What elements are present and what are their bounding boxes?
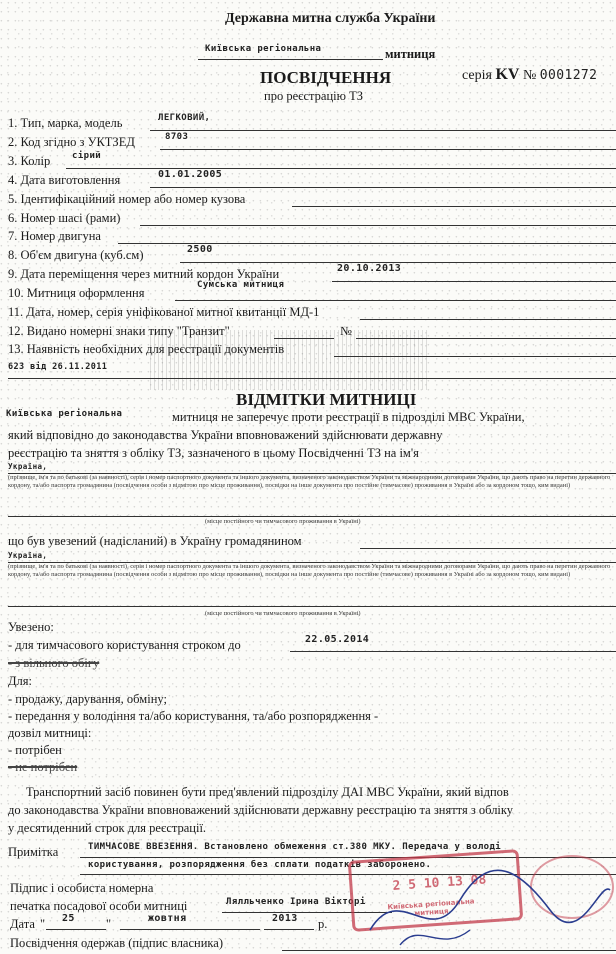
scan-noise-band bbox=[150, 330, 430, 390]
customs-suffix: митниця bbox=[385, 47, 436, 61]
residence-caption-2: (місце постійного чи тимчасового проживання в Україні) bbox=[205, 610, 361, 617]
field-label-12: 12. Видано номерні знаки типу "Транзит" bbox=[8, 324, 230, 338]
stamp-label: Київська регіональна митниця bbox=[387, 897, 475, 918]
residence-line-1 bbox=[8, 516, 616, 517]
handwritten-signature bbox=[360, 860, 616, 954]
document-title: ПОСВІДЧЕННЯ bbox=[260, 68, 392, 87]
series-label bbox=[462, 66, 597, 84]
field-line-5 bbox=[292, 206, 616, 207]
imported-by-label: що був увезений (надісланий) в Україну громадянином bbox=[8, 534, 302, 548]
marks-para-2: який відповідно до законодавства України вповноважений здійснювати державну bbox=[8, 428, 443, 442]
field-line-13 bbox=[334, 356, 616, 357]
note-label: Примітка bbox=[8, 845, 59, 859]
series-code: KV bbox=[495, 66, 520, 83]
marks-para-1: митниця не заперечує проти реєстрації в підрозділі МВС України, bbox=[172, 410, 525, 424]
document-reference: 623 від 26.11.2011 bbox=[8, 362, 108, 372]
field-label-13: 13. Наявність необхідних для реєстрації документів bbox=[8, 342, 285, 356]
sale-label: - продажу, дарування, обміну; bbox=[8, 692, 167, 706]
official-name: Лялльченко Ірина Вікторі bbox=[226, 897, 366, 907]
field-label-7: 7. Номер двигуна bbox=[8, 229, 101, 243]
marks-customs-name: Київська регіональна bbox=[6, 409, 123, 419]
date-label: Дата bbox=[10, 917, 35, 931]
field-label-10: 10. Митниця оформлення bbox=[8, 286, 145, 300]
field-suffix-12: № bbox=[340, 324, 352, 338]
note-value-1: ТИМЧАСОВЕ ВВЕЗЕННЯ. Встановлено обмеження ст.380 МКУ. Передача у володі bbox=[88, 842, 502, 852]
field-line-6 bbox=[140, 225, 616, 226]
field-line-4 bbox=[150, 187, 616, 188]
customs-name: Київська регіональна bbox=[205, 44, 322, 54]
field-value-10: Сумська митниця bbox=[197, 280, 285, 290]
permit-label: дозвіл митниці: bbox=[8, 726, 92, 740]
crossed-free-circulation: - з вільного обігу bbox=[8, 656, 100, 670]
day-line bbox=[46, 929, 106, 930]
notice-line-2: до законодавства України вповноважений здійснювати державну реєстрацію та зняття з обліку bbox=[8, 803, 514, 817]
for-label: Для: bbox=[8, 674, 32, 688]
month-line bbox=[120, 929, 260, 930]
received-label: Посвідчення одержав (підпис власника) bbox=[10, 936, 224, 950]
series-prefix: серія bbox=[462, 68, 492, 83]
field-label-5: 5. Ідентифікаційний номер або номер кузова bbox=[8, 192, 246, 206]
marks-title: ВІДМІТКИ МИТНИЦІ bbox=[236, 390, 417, 409]
field-label-1: 1. Тип, марка, модель bbox=[8, 116, 123, 130]
field-label-9: 9. Дата переміщення через митний кордон України bbox=[8, 267, 280, 281]
field-line-14 bbox=[8, 378, 616, 379]
field-label-8: 8. Об'єм двигуна (куб.см) bbox=[8, 248, 144, 262]
document-subtitle: про реєстрацію ТЗ bbox=[264, 89, 363, 103]
crossed-not-needed: - не потрібен bbox=[8, 760, 78, 774]
residence-caption-1: (місце постійного чи тимчасового проживання в Україні) bbox=[205, 518, 361, 525]
agency-name: Державна митна служба України bbox=[225, 11, 436, 26]
notice-line-1: Транспортний засіб повинен бути пред'явлений підрозділу ДАІ МВС України, який відпов bbox=[26, 785, 509, 799]
imported-label: Увезено: bbox=[8, 620, 54, 634]
date-day: 25 bbox=[62, 913, 75, 924]
needed-label: - потрібен bbox=[8, 743, 62, 757]
temp-use-line bbox=[290, 651, 616, 652]
customs-underline bbox=[198, 59, 383, 60]
field-value-8: 2500 bbox=[187, 244, 213, 255]
signature-line-1: Підпис і особиста номерна bbox=[10, 881, 154, 895]
document-number: 0001272 bbox=[539, 68, 598, 83]
field-line-12b bbox=[356, 338, 616, 339]
transfer-label: - передання у володіння та/або користування, та/або розпорядження - bbox=[8, 709, 379, 723]
field-value-2: 8703 bbox=[165, 132, 189, 142]
field-line-2 bbox=[160, 149, 616, 150]
field-line-10 bbox=[175, 300, 616, 301]
field-value-4: 01.01.2005 bbox=[158, 169, 223, 180]
marks-para-3: реєстрацію та зняття з обліку ТЗ, зазначеного в цьому Посвідченні ТЗ на ім'я bbox=[8, 446, 419, 460]
field-line-9 bbox=[332, 281, 616, 282]
field-label-11: 11. Дата, номер, серія уніфікованої митної квитанції МД-1 bbox=[8, 305, 320, 319]
number-prefix: № bbox=[522, 68, 537, 83]
year-line bbox=[264, 929, 314, 930]
stamp-code: 2 5 10 13 08 bbox=[392, 872, 487, 894]
temp-use-date: 22.05.2014 bbox=[305, 634, 370, 645]
date-month: жовтня bbox=[148, 913, 187, 924]
importer-fine-print: (прізвище, ім'я та по батькові (за наявності), серія і номер паспортного документа та іншого документа, визначеного законодавством України та міжнародними договорами України, що дають право на перетин державного кордону, та/або паспорта громадянина (посвідчення особи з відмітою про місце проживання), посвідки на інше документа про постійне (тимчасове) проживання в Україні або за кордоном тощо, ким видані) bbox=[8, 563, 611, 579]
owner-value: Україна, bbox=[8, 462, 48, 471]
importer-value: Україна, bbox=[8, 551, 48, 560]
field-line-11 bbox=[360, 319, 616, 320]
field-line-3 bbox=[66, 168, 616, 169]
field-label-2: 2. Код згідно з УКТЗЕД bbox=[8, 135, 135, 149]
field-value-3: сірий bbox=[72, 151, 102, 161]
date-year: 2013 bbox=[272, 913, 298, 924]
year-suffix: р. bbox=[318, 917, 328, 931]
field-line-12a bbox=[274, 338, 334, 339]
notice-line-3: у десятиденний строк для реєстрації. bbox=[8, 821, 207, 835]
note-value-2: користування, розпорядження без сплати податків заборонено. bbox=[88, 860, 432, 870]
field-label-3: 3. Колір bbox=[8, 154, 51, 168]
imported-by-line bbox=[360, 548, 616, 549]
field-value-9: 20.10.2013 bbox=[337, 263, 402, 274]
residence-line-2 bbox=[8, 606, 616, 607]
temp-use-label: - для тимчасового користування строком до bbox=[8, 638, 241, 652]
signature-line-2: печатка посадової особи митниці bbox=[10, 899, 188, 913]
field-label-6: 6. Номер шасі (рами) bbox=[8, 211, 121, 225]
field-label-4: 4. Дата виготовлення bbox=[8, 173, 121, 187]
field-value-1: ЛЕГКОВИЙ, bbox=[158, 113, 211, 123]
note-line-1 bbox=[80, 857, 616, 858]
field-line-1 bbox=[150, 130, 616, 131]
owner-fine-print: (прізвище, ім'я та по батькові (за наявності), серія і номер паспортного документа та іншого документа, визначеного законодавством України та міжнародними договорами України, що дають право на перетин державного кордону, та/або паспорта громадянина (посвідчення особи з відмітою про місце проживання), посвідки на інше документа про постійне (тимчасове) проживання в Україні або за кордоном тощо, ким видані) bbox=[8, 474, 611, 490]
